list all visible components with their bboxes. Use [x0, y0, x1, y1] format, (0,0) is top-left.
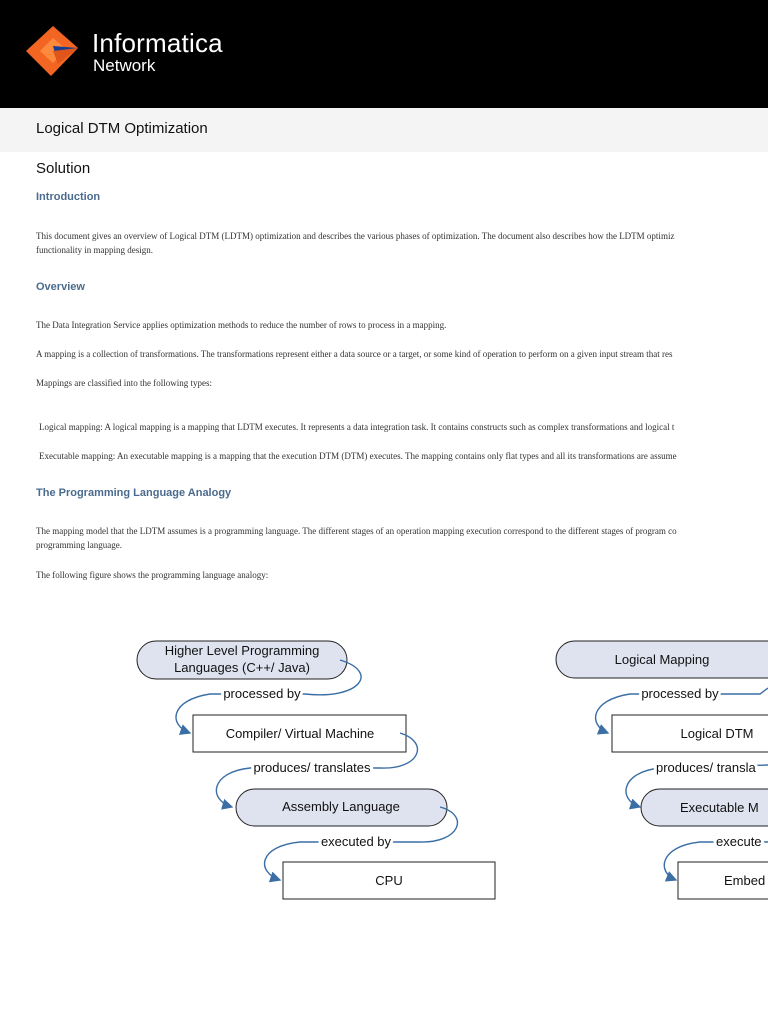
- programming-language-analogy-diagram: [0, 600, 768, 930]
- heading-introduction: Introduction: [36, 191, 101, 203]
- right-arrow2-label: produces/ transla: [656, 760, 756, 775]
- site-header: [0, 0, 768, 108]
- brand-name[interactable]: Informatica: [92, 28, 223, 58]
- overview-paragraph-3: Mappings are classified into the following types:: [36, 378, 212, 388]
- heading-programming-analogy: The Programming Language Analogy: [36, 487, 232, 499]
- analogy-paragraph-line1: The mapping model that the LDTM assumes is a programming language. The different stages of an operation mapping execution correspond to the different stages of program co: [36, 526, 677, 536]
- section-title: Solution: [36, 160, 91, 177]
- right-arrow3-label: execute: [716, 834, 762, 849]
- left-oval1-line2: Languages (C++/ Java): [174, 660, 310, 675]
- analogy-paragraph-line2: programming language.: [36, 540, 122, 550]
- overview-paragraph-2: A mapping is a collection of transformations. The transformations represent either a data source or a target, or some kind of operation to perform on a given input stream that res: [36, 349, 673, 359]
- informatica-logo-icon[interactable]: [26, 26, 82, 78]
- logical-mapping-item: Logical mapping: A logical mapping is a mapping that LDTM executes. It represents a data integration task. It contains constructs such as complex transformations and logical t: [39, 422, 675, 432]
- heading-overview: Overview: [36, 281, 85, 293]
- right-box1-label: Logical DTM: [680, 726, 754, 741]
- overview-paragraph-1: The Data Integration Service applies optimization methods to reduce the number of rows to process in a mapping.: [36, 320, 447, 330]
- brand-subtitle[interactable]: Network: [93, 56, 156, 75]
- intro-paragraph-line1: This document gives an overview of Logical DTM (LDTM) optimization and describes the various phases of optimization. The document also describes how the LDTM optimiz: [36, 231, 675, 241]
- right-oval1-label: Logical Mapping: [614, 652, 710, 667]
- executable-mapping-item: Executable mapping: An executable mapping is a mapping that the execution DTM (DTM) executes. The mapping contains only flat types and all its transformations are assume: [39, 451, 677, 461]
- right-box2-label: Embed: [724, 873, 766, 888]
- page-title: Logical DTM Optimization: [36, 120, 208, 137]
- analogy-paragraph-2: The following figure shows the programming language analogy:: [36, 570, 269, 580]
- left-box1-label: Compiler/ Virtual Machine: [225, 726, 375, 741]
- left-oval2-label: Assembly Language: [282, 799, 400, 814]
- left-box2-label: CPU: [375, 873, 403, 888]
- left-arrow3-label: executed by: [320, 834, 392, 849]
- left-arrow2-label: produces/ translates: [253, 760, 371, 775]
- intro-paragraph-line2: functionality in mapping design.: [36, 245, 153, 255]
- left-oval1-line1: Higher Level Programming: [164, 643, 320, 658]
- right-oval2-label: Executable M: [680, 800, 759, 815]
- left-arrow1-label: processed by: [223, 686, 301, 701]
- right-arrow1-label: processed by: [641, 686, 719, 701]
